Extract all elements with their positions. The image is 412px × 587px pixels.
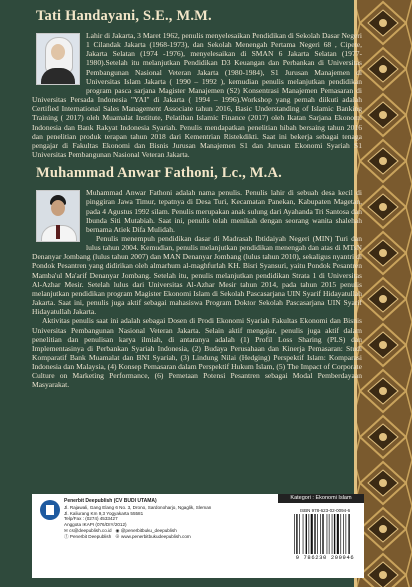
- publisher-address: Jl. Kaliurang Km 9,3 Yogyakarta 55581: [64, 510, 144, 516]
- publisher-logo-icon: [40, 500, 60, 520]
- author-bio: [32, 31, 362, 159]
- publisher-address: Jl. Rajawali, Gang Elang 6 No. 3, Drono, Sardonoharjo, Ngaglik, Sleman: [64, 504, 212, 510]
- author-name: Tati Handayani, S.E., M.M.: [36, 8, 212, 24]
- isbn-digits: 9 786230 200946: [295, 554, 355, 561]
- social-icon: ◉: [115, 527, 120, 533]
- author-photo: [36, 33, 80, 85]
- bio-paragraph: Lahir di Jakarta, 3 Maret 1962, penulis menyelesaikan Pendidikan di Sekolah Dasar Negeri 1 Cilandak Jakarta (1968-1973), dan Sekolah Menengah Pertama Negeri 68 , Cipete, Jakarta Selatan (1974 -1976), menyelesaikan di SMAN 6 Jakarta Selatan (1977-1980).Setelah itu melanjutkan Pendidikan D3 Keuangan dan Perbankan di Universitas Pembangunan Nasional Veteran Jakarta (1980-1984), S1 Jurusan Manajemen di Universitas Islam Jakarta ( 1990 – 1992 ), kemudian penulis melanjutkan pendidikan program pasca sarjana Magister Manajemen (S2) Konsentrasi Manajemen Pemasaran di Universitas Persada Indonesia "YAI" di Jakarta ( 1994 – 1996).Workshop yang pernah diikuti adalah Certified International Sales Management Associate tahun 2016, Basic Understanding of Islamic Banking Training ( 2017) oleh Muamalat Institute, Pelatihan Islamic Finance (2017) oleh Ikatan Sarjana Ekonomi Indonesia dan Bank Rakyat Indonesia Syariah. Penulis mendapatkan penelitian hibah bersaing tahun 2016 dan penelitian produk terapan tahun 2018 dari Kementrian Ristekdikti. Saat ini bekerja sebagai tenaga pengajar di Fakultas Ekonomi dan Bisnis Jurusan Manajemen S1 dan Jurusan Ekonomi Syariah S1 Universitas Pembangunan Nasional Veteran Jakarta.: [32, 31, 362, 160]
- publisher-website[interactable]: www.penerbitbukudeepublish.com: [121, 533, 191, 539]
- author-section-1: [32, 8, 362, 159]
- email-icon: ✉: [64, 527, 68, 533]
- isbn-block: [292, 508, 358, 574]
- publisher-handle[interactable]: @penerbitbuku_deepublish: [120, 527, 177, 533]
- author-photo: [36, 190, 80, 242]
- bio-paragraph: Penulis menempuh pendidikan dasar di Madrasah Ibtidaiyah Negeri (MIN) Turi dan lulus tahun 2004. Kemudian, penulis melanjutkan pendidikan menengah dan atas di MTsN Denanyar Jombang (lulus tahun 2007) dan MAN Denanyar Jombang (lulus tahun 2010), sekaligus nyantri di Pondok Pesantren yang didirikan oleh almarhum al-maghfurlah KH. Bisri Syansuri, yaitu Pondok Pesantren Mamba'ul Ma'arif Denanyar Jombang. Setelah itu, penulis melanjutkan pendidikan Strata 1 di Universitas Al-Azhar Mesir. Setelah lulus dari Universitas Al-Azhar Mesir tahun 2014, pada tahun 2015 penulis melanjutkan pendidikan program Magister Ekonomi Islam di Sekolah Pascasarjana UIN Syarif Hidayatullah Jakarta. Saat ini, penulis juga aktif sebagai mahasiswa Program Doktor Sekolah Pascasarjana UIN Syarif Hidayatullah Jakarta.: [32, 233, 362, 317]
- publisher-ikapi: Anggota IKAPI (076/DIY/2012): [64, 522, 127, 528]
- category-label: Kategori : Ekonomi Islam: [278, 494, 364, 503]
- publisher-info: [64, 499, 232, 540]
- isbn-label: ISBN 978-623-02-0094-6: [299, 508, 351, 513]
- publisher-handle[interactable]: Penerbit Deepublish: [69, 533, 112, 539]
- bio-paragraph: Aktivitas penulis saat ini adalah sebagai Dosen di Prodi Ekonomi Syariah Fakultas Ekonomi dan Bisnis Universitas Pembangunan Nasional Veteran Jakarta. Selain aktif mengajar, penulis juga aktif dalam penelitian dan penulisan karya ilmiah, di antaranya adalah (1) Profil Loss Sharing (PLS) dan Implementasinya di Perbankan Syariah Indonesia, (2) Budaya Perusahaan dan Kinerja Pemasaran: Studi Komparatif Bank Muamalat dan BNI Syariah, (3) Lindung Nilai (Hedging) Perspektif Islam: Komparasi Indonesia dan Malaysia, (4) Konsep Pemasaran dalam Perspektif Hukum Islam, (5) The Impact of Corporate Culture on Marketing Performance, (6) Pemetaan Potensi Pesantren sebagai Modal Pemberdayaan Masyarakat.: [32, 316, 362, 390]
- author-section-2: [32, 165, 362, 389]
- facebook-icon: ⓕ: [64, 533, 69, 539]
- publisher-contacts: [64, 534, 232, 540]
- publisher-footer: [32, 494, 364, 578]
- author-content: [32, 8, 362, 486]
- author-name: Muhammad Anwar Fathoni, Lc., M.A.: [36, 165, 282, 182]
- globe-icon: ⊕: [115, 533, 120, 539]
- publisher-email[interactable]: cs@deepublish.co.id: [69, 527, 112, 533]
- author-bio: [32, 188, 362, 389]
- barcode-icon: [292, 514, 358, 554]
- publisher-phone: Telp/Fax : (0274) 4533427: [64, 516, 118, 522]
- bio-paragraph: Muhammad Anwar Fathoni adalah nama penulis. Penulis lahir di sebuah desa kecil di pinggiran Jawa Timur, tepatnya di Desa Turi, Kecamatan Panekan, Kabupaten Magetan, pada 4 Agustus 1992 silam. Penulis merupakan anak sulung dari Ayahanda Tri Santosa dan Ibunda Siti Mutabiah. Saat ini, penulis telah menikah dengan seorang wanita shalehah bernama Atiek Difa Mulidah.: [86, 188, 362, 234]
- publisher-name: Penerbit Deepublish (CV BUDI UTAMA): [64, 498, 157, 504]
